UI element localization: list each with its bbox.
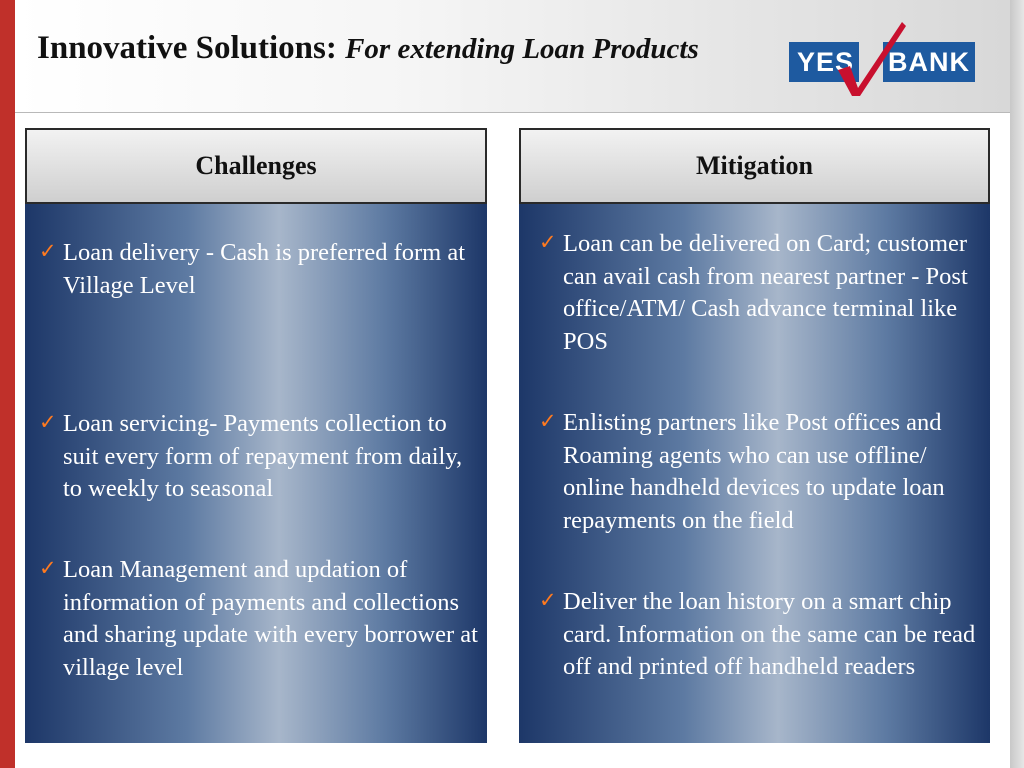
check-icon: ✓ bbox=[539, 409, 557, 433]
mitigation-text: Enlisting partners like Post offices and Roaming agents who can use offline/ online handheld devices to update loan repayments on the field bbox=[563, 409, 945, 534]
challenges-heading: Challenges bbox=[25, 128, 487, 204]
mitigation-heading: Mitigation bbox=[519, 128, 990, 204]
mitigation-item-1 bbox=[539, 228, 982, 358]
check-icon: ✓ bbox=[39, 239, 57, 263]
challenge-text: Loan Management and updation of information of payments and collections and sharing update with every borrower at village level bbox=[63, 556, 478, 681]
check-icon: ✓ bbox=[539, 588, 557, 612]
mitigation-body bbox=[519, 204, 990, 743]
challenge-item-3 bbox=[39, 554, 479, 684]
challenges-body bbox=[25, 204, 487, 743]
challenge-text: Loan servicing- Payments collection to suit every form of repayment from daily, to weekly to seasonal bbox=[63, 410, 463, 502]
slide-header bbox=[15, 0, 1010, 113]
slide-title bbox=[37, 28, 777, 69]
challenge-item-1 bbox=[39, 237, 479, 302]
title-main: Innovative Solutions: bbox=[37, 30, 337, 66]
check-icon: ✓ bbox=[39, 410, 57, 434]
yes-bank-logo bbox=[775, 18, 985, 98]
challenge-text: Loan delivery - Cash is preferred form at Village Level bbox=[63, 239, 466, 299]
title-subtitle: For extending Loan Products bbox=[345, 33, 699, 65]
challenge-item-2 bbox=[39, 408, 479, 506]
logo-bank-text: BANK bbox=[883, 42, 975, 82]
mitigation-text: Deliver the loan history on a smart chip card. Information on the same can be read off and printed off handheld readers bbox=[563, 588, 976, 680]
check-icon: ✓ bbox=[39, 556, 57, 580]
challenges-panel bbox=[25, 128, 487, 743]
logo-check-mark-icon bbox=[830, 18, 910, 98]
mitigation-item-3 bbox=[539, 586, 982, 684]
left-accent-stripe bbox=[0, 0, 15, 768]
mitigation-item-2 bbox=[539, 407, 982, 537]
right-edge-shade bbox=[1010, 0, 1024, 768]
logo-yes-text: YES bbox=[789, 42, 859, 82]
mitigation-text: Loan can be delivered on Card; customer can avail cash from nearest partner - Post office/ATM/ Cash advance terminal like POS bbox=[563, 230, 968, 355]
mitigation-panel bbox=[519, 128, 990, 743]
check-icon: ✓ bbox=[539, 230, 557, 254]
